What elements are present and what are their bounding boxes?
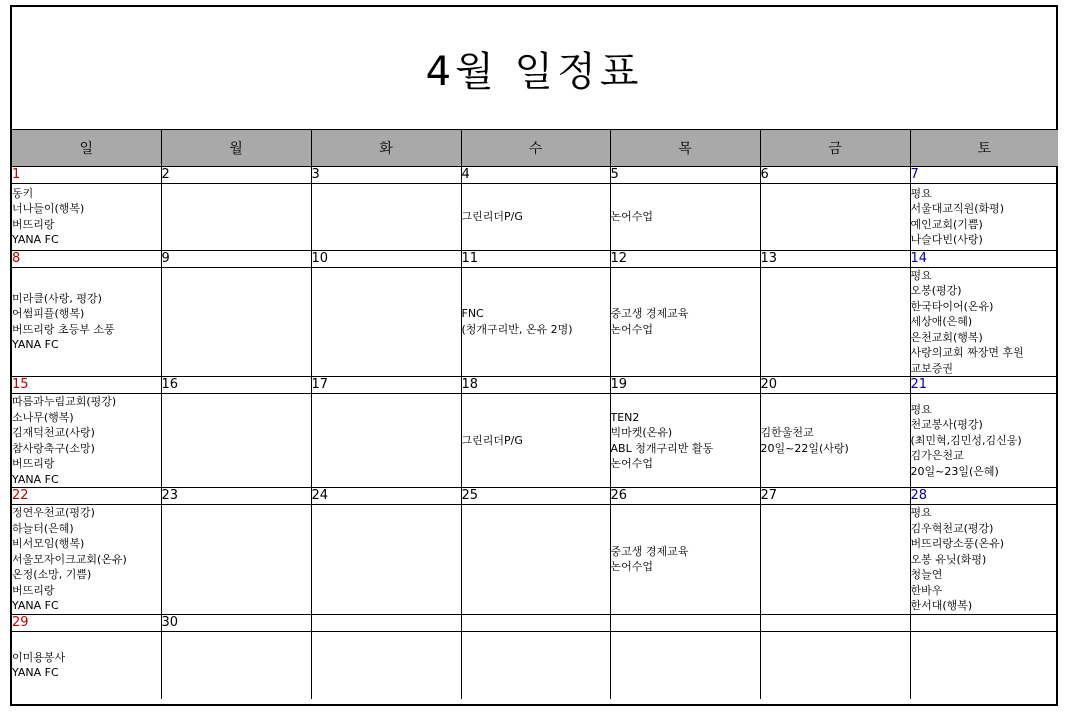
day-events-cell <box>161 394 311 488</box>
weekday-thu: 목 <box>610 130 760 166</box>
date-number-wed: 11 <box>461 250 610 267</box>
date-number-fri: 6 <box>760 166 910 183</box>
day-events-cell <box>760 631 910 699</box>
day-events-cell <box>161 183 311 250</box>
week-5-events-row <box>12 631 1058 699</box>
day-events-cell <box>760 183 910 250</box>
date-number-fri: 20 <box>760 377 910 394</box>
event-item: 청늘연 <box>910 568 943 581</box>
event-item: 너나들이(행복) <box>12 202 85 215</box>
date-number-wed: 4 <box>461 166 610 183</box>
event-item: 평요 <box>910 186 932 200</box>
day-events-cell <box>461 394 610 488</box>
weekday-mon: 월 <box>161 130 311 166</box>
event-item: 천교봉사(평강) <box>910 418 983 432</box>
week-3-events-row <box>12 394 1058 488</box>
day-events-cell <box>461 631 610 699</box>
event-item: 나슬다빈(사랑) <box>910 233 983 246</box>
event-item: ABL 청개구리반 활동 <box>610 441 714 455</box>
week-2-date-row <box>12 250 1058 267</box>
date-number-sun: 15 <box>12 377 161 394</box>
day-events-cell <box>461 505 610 615</box>
event-item: YANA FC <box>12 472 59 486</box>
event-item: (최민혁,김민성,김신웅) <box>910 433 1022 447</box>
date-number-fri <box>760 614 910 631</box>
event-item: 오봉 유닛(화평) <box>910 552 987 566</box>
date-number-tue: 17 <box>311 377 461 394</box>
event-item: 한국타이어(온유) <box>910 299 994 313</box>
event-item: 김우혁천교(평강) <box>910 521 994 535</box>
event-item: 미라클(사랑, 평강) <box>12 291 102 305</box>
day-events-cell <box>461 267 610 377</box>
day-events-cell <box>12 183 161 250</box>
event-item: 20일~22일(사랑) <box>760 441 849 455</box>
date-number-thu: 26 <box>610 488 760 505</box>
event-item: TEN2 <box>610 410 640 424</box>
day-events-cell <box>610 394 760 488</box>
date-number-tue: 3 <box>311 166 461 183</box>
day-events-cell <box>311 267 461 377</box>
date-number-sat: 28 <box>910 488 1058 505</box>
day-events-cell <box>311 631 461 699</box>
event-item: 어썸피플(행복) <box>12 307 85 321</box>
event-item: 정연우천교(평강) <box>12 506 95 519</box>
day-events-cell <box>910 394 1058 488</box>
day-events-cell <box>12 267 161 377</box>
event-item: 세상애(은혜) <box>910 315 973 328</box>
day-events-cell <box>910 267 1058 377</box>
event-item: 따름과누림교회(평강) <box>12 395 117 408</box>
event-item: YANA FC <box>12 233 59 246</box>
calendar-title: 4월 일정표 <box>425 48 643 95</box>
event-item: 서울모자이크교회(온유) <box>12 552 127 566</box>
event-item: (청개구리반, 온유 2명) <box>461 322 573 336</box>
event-item: 버뜨리랑 <box>12 583 55 597</box>
day-events-cell <box>311 394 461 488</box>
date-number-tue: 10 <box>311 250 461 267</box>
event-item: 교보증권 <box>910 361 954 375</box>
day-events-cell <box>910 631 1058 699</box>
day-events-cell <box>12 505 161 615</box>
event-item: 오봉(평강) <box>910 284 962 297</box>
date-number-sat: 14 <box>910 250 1058 267</box>
day-events-cell <box>161 267 311 377</box>
date-number-sat: 21 <box>910 377 1058 394</box>
event-item: 소나무(행복) <box>12 410 74 424</box>
week-4-events-row <box>12 505 1058 615</box>
weekday-tue: 화 <box>311 130 461 166</box>
event-item: 온정(소망, 기쁨) <box>12 568 92 581</box>
week-5-date-row <box>12 614 1058 631</box>
event-item: 평요 <box>910 268 932 282</box>
event-item: 평요 <box>910 506 932 519</box>
calendar-body <box>12 166 1058 699</box>
event-item: FNC <box>461 307 484 321</box>
date-number-thu: 19 <box>610 377 760 394</box>
weekday-sun: 일 <box>12 130 161 166</box>
event-item: 논어수업 <box>610 322 654 336</box>
date-number-sat <box>910 614 1058 631</box>
day-events-cell <box>12 631 161 699</box>
date-number-sun: 1 <box>12 166 161 183</box>
event-item: 한바우 <box>910 583 943 597</box>
date-number-thu: 12 <box>610 250 760 267</box>
event-item: YANA FC <box>12 599 59 612</box>
event-item: 중고생 경제교육 <box>610 307 689 321</box>
event-item: 예인교회(기쁨) <box>910 217 983 231</box>
event-item: 논어수업 <box>610 209 654 223</box>
event-item: 김가은천교 <box>910 449 964 463</box>
event-item: 그린리더P/G <box>461 209 523 223</box>
date-number-mon: 30 <box>161 614 311 631</box>
day-events-cell <box>760 267 910 377</box>
event-item: 이미용봉사 <box>12 650 66 664</box>
date-number-sun: 29 <box>12 614 161 631</box>
event-item: 그린리더P/G <box>461 433 523 447</box>
day-events-cell <box>311 505 461 615</box>
date-number-sat: 7 <box>910 166 1058 183</box>
day-events-cell <box>610 267 760 377</box>
date-number-wed: 25 <box>461 488 610 505</box>
event-item: 버뜨리랑소풍(온유) <box>910 537 1005 550</box>
date-number-tue <box>311 614 461 631</box>
event-item: 동키 <box>12 186 34 200</box>
week-2-events-row <box>12 267 1058 377</box>
calendar-grid <box>12 130 1058 699</box>
date-number-sun: 22 <box>12 488 161 505</box>
day-events-cell <box>910 183 1058 250</box>
event-item: 논어수업 <box>610 560 654 574</box>
date-number-fri: 13 <box>760 250 910 267</box>
event-item: 김한울천교 <box>760 426 814 439</box>
event-item: 버뜨리랑 초등부 소풍 <box>12 322 115 336</box>
date-number-fri: 27 <box>760 488 910 505</box>
day-events-cell <box>161 631 311 699</box>
date-number-mon: 16 <box>161 377 311 394</box>
date-number-mon: 9 <box>161 250 311 267</box>
week-1-date-row <box>12 166 1058 183</box>
date-number-wed <box>461 614 610 631</box>
event-item: 빅마켓(온유) <box>610 426 673 439</box>
weekday-fri: 금 <box>760 130 910 166</box>
date-number-wed: 18 <box>461 377 610 394</box>
date-number-thu: 5 <box>610 166 760 183</box>
event-item: 버뜨리랑 <box>12 457 55 470</box>
calendar <box>10 5 1058 706</box>
date-number-tue: 24 <box>311 488 461 505</box>
week-4-date-row <box>12 488 1058 505</box>
event-item: YANA FC <box>12 338 59 352</box>
day-events-cell <box>760 505 910 615</box>
event-item: 하늘터(은혜) <box>12 521 74 535</box>
weekday-wed: 수 <box>461 130 610 166</box>
day-events-cell <box>610 631 760 699</box>
day-events-cell <box>161 505 311 615</box>
day-events-cell <box>12 394 161 488</box>
event-item: 비서모임(행복) <box>12 537 85 550</box>
date-number-mon: 23 <box>161 488 311 505</box>
event-item: 사랑의교회 짜장면 후원 <box>910 346 1024 359</box>
event-item: 중고생 경제교육 <box>610 544 689 558</box>
event-item: 20일~23일(은혜) <box>910 464 999 478</box>
event-item: 서울대교직원(화평) <box>910 202 1005 215</box>
event-item: 평요 <box>910 402 932 416</box>
event-item: 참사랑축구(소망) <box>12 441 95 455</box>
day-events-cell <box>461 183 610 250</box>
event-item: 논어수업 <box>610 457 654 470</box>
date-number-mon: 2 <box>161 166 311 183</box>
date-number-sun: 8 <box>12 250 161 267</box>
day-events-cell <box>760 394 910 488</box>
event-item: 김재덕천교(사랑) <box>12 426 95 439</box>
week-1-events-row <box>12 183 1058 250</box>
date-number-thu <box>610 614 760 631</box>
event-item: 버뜨리랑 <box>12 217 55 231</box>
day-events-cell <box>610 183 760 250</box>
event-item: 은천교회(행복) <box>910 330 983 344</box>
day-events-cell <box>311 183 461 250</box>
week-3-date-row <box>12 377 1058 394</box>
event-item: 한서대(행복) <box>910 599 973 612</box>
day-events-cell <box>610 505 760 615</box>
weekday-header-row <box>12 130 1058 166</box>
event-item: YANA FC <box>12 666 59 680</box>
weekday-sat: 토 <box>910 130 1058 166</box>
day-events-cell <box>910 505 1058 615</box>
title-box <box>12 7 1056 130</box>
